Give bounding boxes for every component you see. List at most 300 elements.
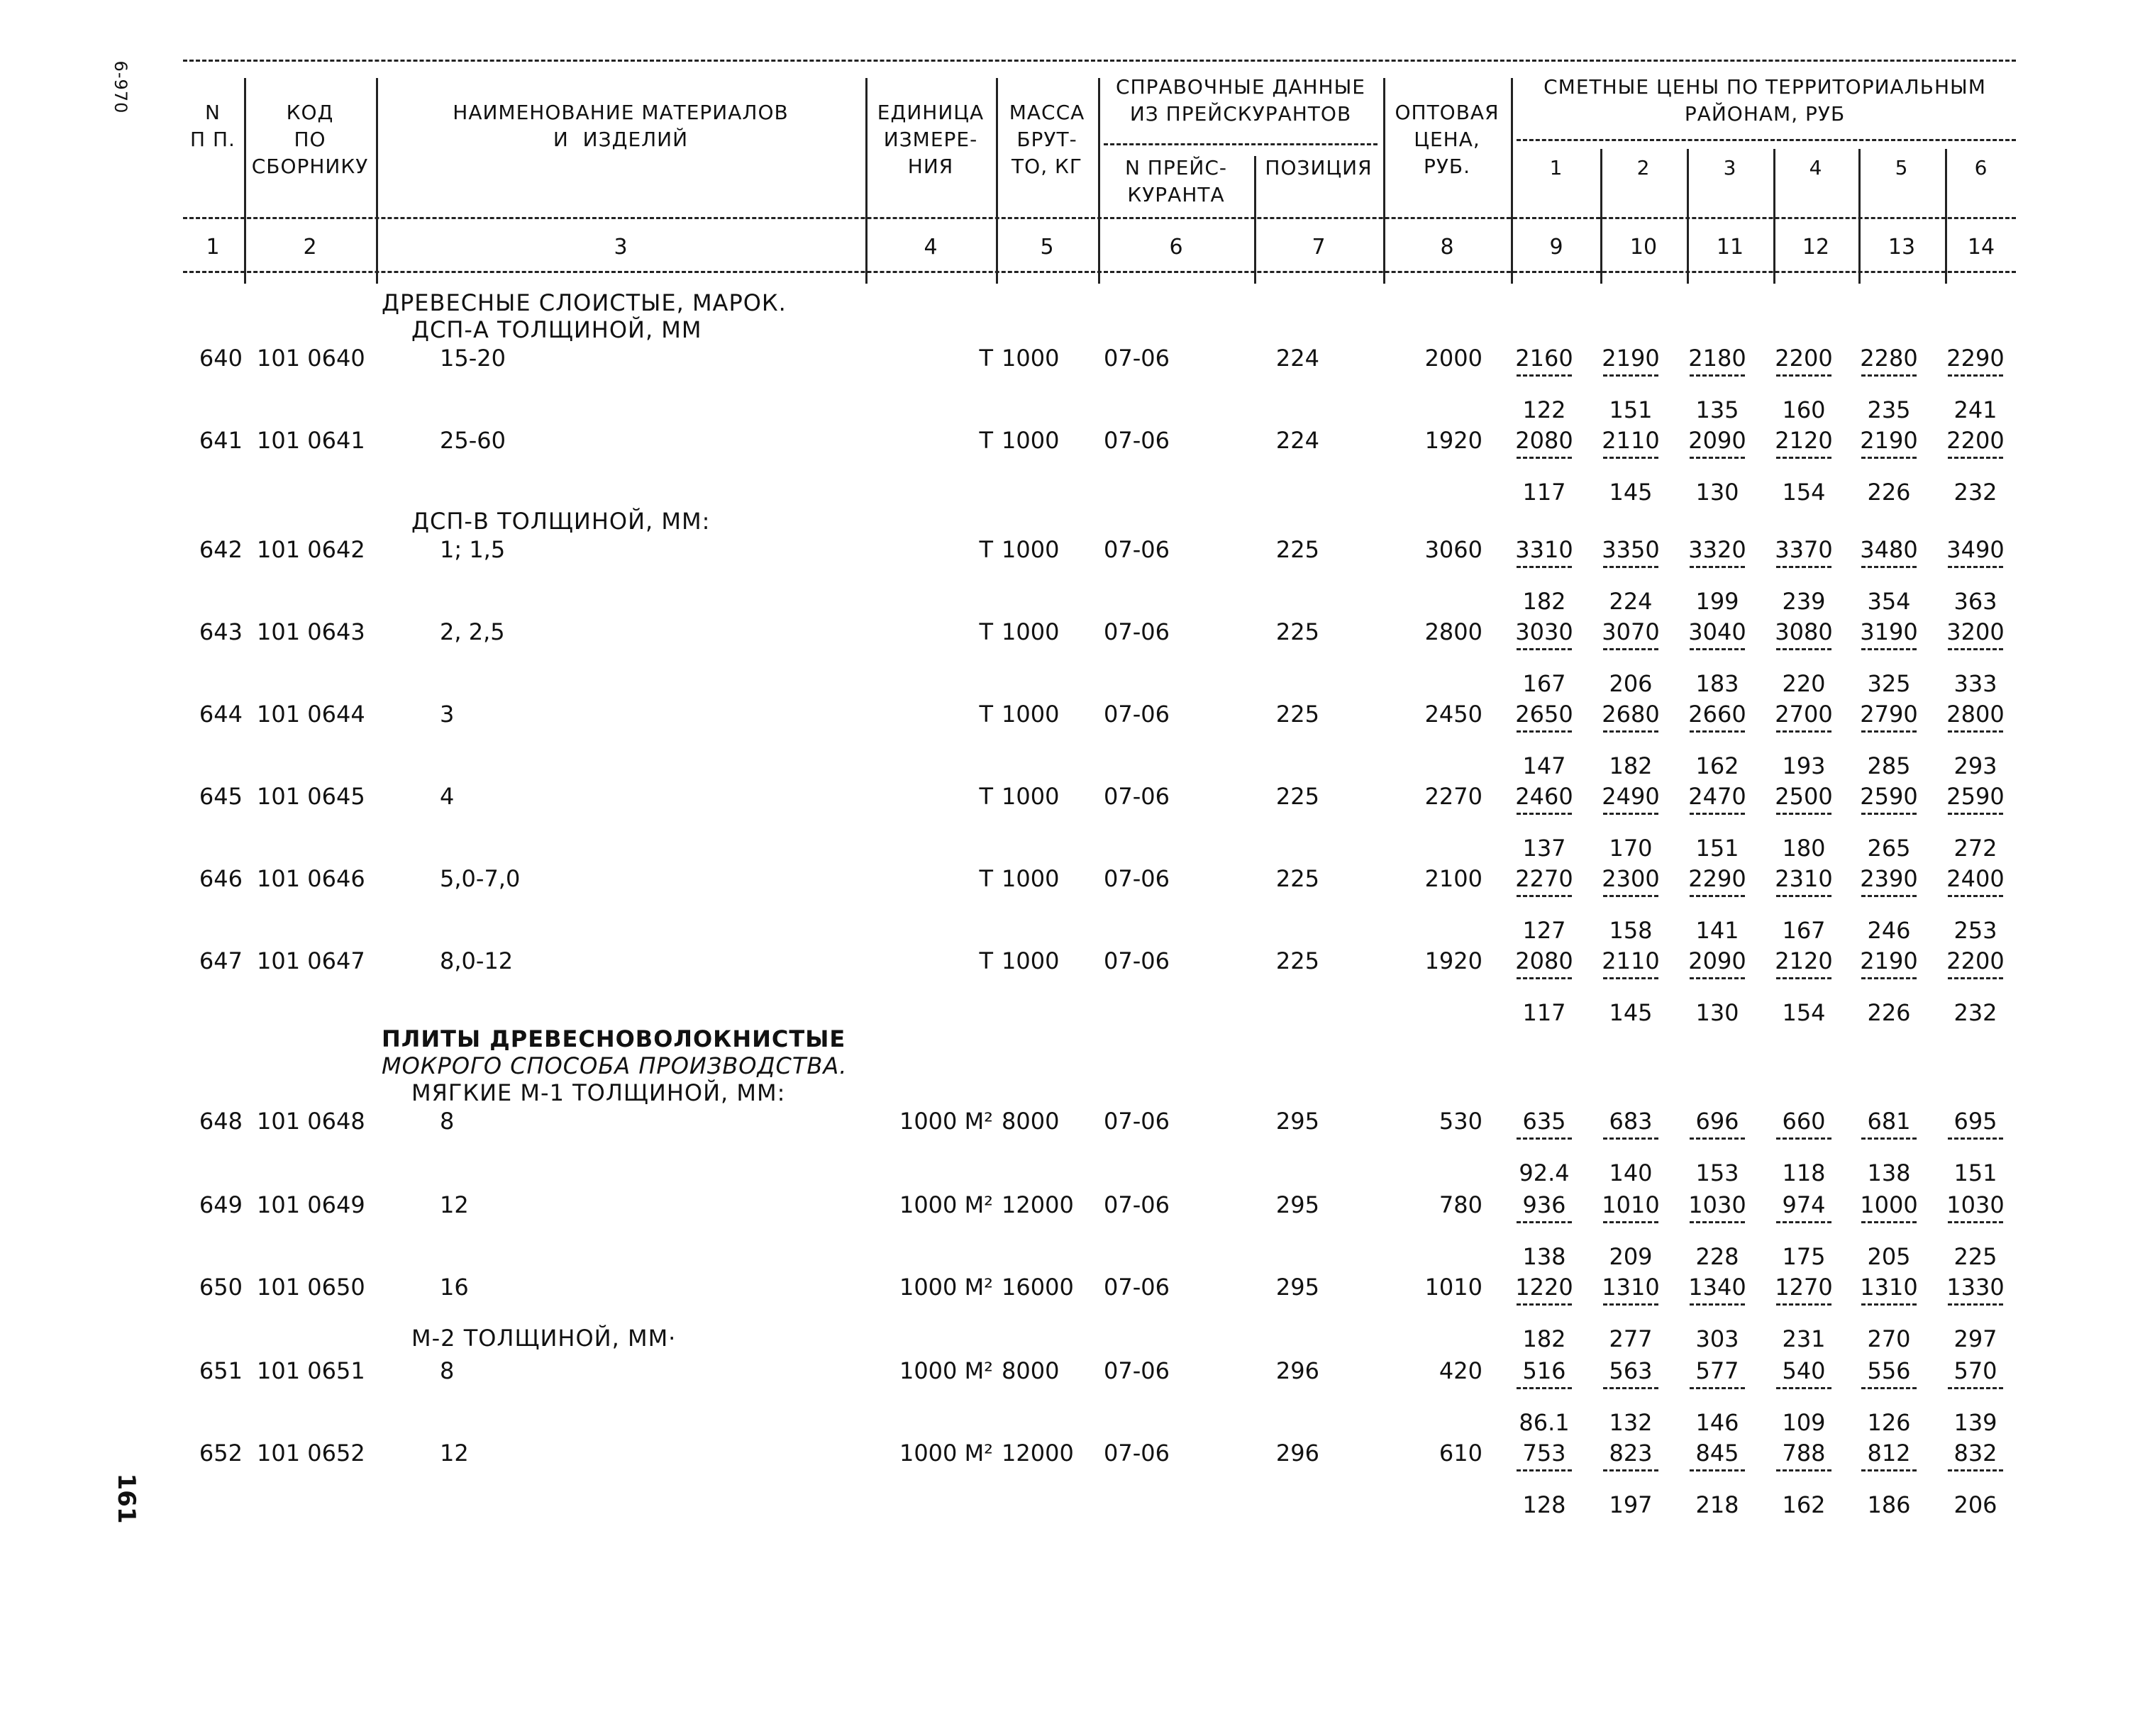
transport-cost: 145 xyxy=(1609,999,1653,1026)
district-price xyxy=(1765,783,1843,862)
district-price xyxy=(1936,701,2014,779)
fraction-bar xyxy=(1776,813,1831,815)
column-number: 12 xyxy=(1802,235,1830,260)
cell-position: 225 xyxy=(1275,618,1319,645)
column-number: 13 xyxy=(1888,235,1916,260)
district-price xyxy=(1850,618,1928,697)
table-row xyxy=(0,1108,2145,1190)
fraction-bar xyxy=(1603,895,1658,897)
cell-code: 101 0649 xyxy=(257,1191,365,1218)
side-code: 6-970 xyxy=(111,60,131,114)
header-reference-data: СПРАВОЧНЫЕ ДАННЫЕ ИЗ ПРЕЙСКУРАНТОВ xyxy=(1116,75,1365,126)
cell-code: 101 0641 xyxy=(257,427,365,454)
cell-n: 652 xyxy=(199,1440,243,1467)
fraction-bar xyxy=(1690,813,1745,815)
district-price xyxy=(1765,701,1843,779)
cell-n: 650 xyxy=(199,1274,243,1301)
section-subheading: МЯГКИЕ М-1 ТОЛЩИНОЙ, ММ: xyxy=(411,1079,786,1106)
transport-cost: 138 xyxy=(1867,1159,1911,1186)
fraction-bar xyxy=(1603,374,1658,377)
transport-cost: 235 xyxy=(1867,396,1911,423)
fraction-bar xyxy=(1776,977,1831,979)
cell-code: 101 0644 xyxy=(257,701,365,728)
estimated-price: 2200 xyxy=(1946,947,2005,974)
fraction-bar xyxy=(1776,1469,1831,1471)
fraction-bar xyxy=(1948,977,2003,979)
estimated-price: 2120 xyxy=(1775,947,1833,974)
district-price xyxy=(1505,1274,1583,1352)
transport-cost: 135 xyxy=(1695,396,1739,423)
transport-cost: 209 xyxy=(1609,1243,1653,1270)
table-row xyxy=(0,536,2145,618)
district-price xyxy=(1592,947,1670,1026)
header-code: КОД ПО СБОРНИКУ xyxy=(251,101,369,178)
district-price xyxy=(1850,536,1928,615)
cell-n: 642 xyxy=(199,536,243,563)
transport-cost: 153 xyxy=(1695,1159,1739,1186)
transport-cost: 231 xyxy=(1782,1325,1826,1352)
estimated-price: 3030 xyxy=(1515,618,1573,645)
cell-unit: 1000 М² xyxy=(899,1108,993,1135)
fraction-bar xyxy=(1948,1469,2003,1471)
estimated-price: 1310 xyxy=(1860,1274,1918,1301)
cell-name: 8,0-12 xyxy=(440,947,514,974)
fraction-bar xyxy=(1861,1469,1917,1471)
transport-cost: 226 xyxy=(1867,999,1911,1026)
estimated-price: 696 xyxy=(1695,1108,1739,1135)
transport-cost: 162 xyxy=(1695,752,1739,779)
estimated-price: 570 xyxy=(1953,1357,1997,1384)
fraction-bar xyxy=(1517,1303,1572,1306)
district-price xyxy=(1765,427,1843,506)
transport-cost: 293 xyxy=(1953,752,1997,779)
fraction-bar xyxy=(1690,895,1745,897)
estimated-price: 845 xyxy=(1695,1440,1739,1467)
cell-n: 643 xyxy=(199,618,243,645)
estimated-price: 2650 xyxy=(1515,701,1573,728)
cell-unit: Т xyxy=(979,536,993,563)
transport-cost: 126 xyxy=(1867,1409,1911,1436)
fraction-bar xyxy=(1776,1303,1831,1306)
fraction-bar xyxy=(1690,1303,1745,1306)
transport-cost: 182 xyxy=(1522,588,1566,615)
estimated-price: 2490 xyxy=(1602,783,1660,810)
district-price xyxy=(1936,618,2014,697)
estimated-price: 2290 xyxy=(1946,345,2005,372)
transport-cost: 363 xyxy=(1953,588,1997,615)
estimated-price: 3200 xyxy=(1946,618,2005,645)
estimated-price: 1000 xyxy=(1860,1191,1918,1218)
cell-code: 101 0643 xyxy=(257,618,365,645)
transport-cost: 117 xyxy=(1522,479,1566,506)
transport-cost: 117 xyxy=(1522,999,1566,1026)
estimated-price: 2200 xyxy=(1946,427,2005,454)
fraction-bar xyxy=(1517,1137,1572,1140)
cell-position: 225 xyxy=(1275,536,1319,563)
district-price xyxy=(1678,345,1756,423)
table-row xyxy=(0,865,2145,947)
estimated-price: 2500 xyxy=(1775,783,1833,810)
transport-cost: 158 xyxy=(1609,917,1653,944)
column-number: 1 xyxy=(206,235,220,260)
header-material-name: НАИМЕНОВАНИЕ МАТЕРИАЛОВ И ИЗДЕЛИЙ xyxy=(453,101,789,151)
header-district: 1 xyxy=(1549,156,1563,179)
cell-position: 296 xyxy=(1275,1440,1319,1467)
district-price xyxy=(1592,1440,1670,1518)
cell-wholesale: 2450 xyxy=(1424,701,1482,728)
district-price xyxy=(1678,783,1756,862)
estimated-price: 660 xyxy=(1782,1108,1826,1135)
transport-cost: 109 xyxy=(1782,1409,1826,1436)
cell-position: 225 xyxy=(1275,947,1319,974)
transport-cost: 285 xyxy=(1867,752,1911,779)
cell-n: 645 xyxy=(199,783,243,810)
column-number: 11 xyxy=(1716,235,1744,260)
fraction-bar xyxy=(1948,1303,2003,1306)
transport-cost: 226 xyxy=(1867,479,1911,506)
cell-position: 296 xyxy=(1275,1357,1319,1384)
district-price xyxy=(1936,865,2014,944)
cell-n: 647 xyxy=(199,947,243,974)
district-price xyxy=(1678,947,1756,1026)
transport-cost: 145 xyxy=(1609,479,1653,506)
estimated-price: 540 xyxy=(1782,1357,1826,1384)
district-price xyxy=(1505,536,1583,615)
fraction-bar xyxy=(1603,566,1658,568)
estimated-price: 2190 xyxy=(1860,947,1918,974)
district-price xyxy=(1592,536,1670,615)
header-position: ПОЗИЦИЯ xyxy=(1265,156,1373,179)
cell-code: 101 0647 xyxy=(257,947,365,974)
table-row xyxy=(0,701,2145,783)
district-price xyxy=(1505,865,1583,944)
cell-position: 225 xyxy=(1275,783,1319,810)
header-mass: МАССА БРУТ- ТО, КГ xyxy=(1009,101,1085,178)
district-price xyxy=(1678,701,1756,779)
fraction-bar xyxy=(1776,895,1831,897)
transport-cost: 354 xyxy=(1867,588,1911,615)
estimated-price: 832 xyxy=(1953,1440,1997,1467)
transport-cost: 270 xyxy=(1867,1325,1911,1352)
fraction-bar xyxy=(1948,895,2003,897)
table-row xyxy=(0,947,2145,1030)
estimated-price: 3080 xyxy=(1775,618,1833,645)
transport-cost: 92.4 xyxy=(1519,1159,1570,1186)
estimated-price: 2390 xyxy=(1860,865,1918,892)
cell-name: 16 xyxy=(440,1274,469,1301)
cell-wholesale: 3060 xyxy=(1424,536,1482,563)
estimated-price: 683 xyxy=(1609,1108,1653,1135)
district-price xyxy=(1678,1440,1756,1518)
district-price xyxy=(1592,345,1670,423)
table-row xyxy=(0,427,2145,509)
fraction-bar xyxy=(1776,457,1831,459)
transport-cost: 206 xyxy=(1953,1491,1997,1518)
district-price xyxy=(1592,1191,1670,1270)
district-price xyxy=(1592,1274,1670,1352)
fraction-bar xyxy=(1776,648,1831,650)
fraction-bar xyxy=(1861,977,1917,979)
transport-cost: 218 xyxy=(1695,1491,1739,1518)
fraction-bar xyxy=(1517,1469,1572,1471)
district-price xyxy=(1678,427,1756,506)
estimated-price: 2190 xyxy=(1860,427,1918,454)
table-row xyxy=(0,618,2145,701)
cell-n: 649 xyxy=(199,1191,243,1218)
cell-unit: Т xyxy=(979,618,993,645)
table-row xyxy=(0,1191,2145,1274)
cell-wholesale: 420 xyxy=(1439,1357,1482,1384)
fraction-bar xyxy=(1948,1137,2003,1140)
fraction-bar xyxy=(1776,730,1831,733)
district-price xyxy=(1505,701,1583,779)
cell-price-list: 07-06 xyxy=(1104,1108,1170,1135)
fraction-bar xyxy=(1861,730,1917,733)
fraction-bar xyxy=(1517,730,1572,733)
district-price xyxy=(1936,783,2014,862)
transport-cost: 130 xyxy=(1695,999,1739,1026)
transport-cost: 140 xyxy=(1609,1159,1653,1186)
fraction-bar xyxy=(1948,730,2003,733)
district-price xyxy=(1765,1440,1843,1518)
estimated-price: 2290 xyxy=(1688,865,1746,892)
cell-unit: 1000 М² xyxy=(899,1440,993,1467)
fraction-bar xyxy=(1517,1387,1572,1389)
header-district: 5 xyxy=(1895,156,1909,179)
fraction-bar xyxy=(1517,457,1572,459)
header-price-list-number: N ПРЕЙС- КУРАНТА xyxy=(1124,156,1228,206)
district-price xyxy=(1765,947,1843,1026)
estimated-price: 974 xyxy=(1782,1191,1826,1218)
district-price xyxy=(1936,1357,2014,1436)
fraction-bar xyxy=(1690,977,1745,979)
fraction-bar xyxy=(1603,648,1658,650)
transport-cost: 182 xyxy=(1609,752,1653,779)
cell-position: 224 xyxy=(1275,427,1319,454)
district-price xyxy=(1936,345,2014,423)
district-price xyxy=(1850,1108,1928,1186)
transport-cost: 132 xyxy=(1609,1409,1653,1436)
cell-price-list: 07-06 xyxy=(1104,701,1170,728)
fraction-bar xyxy=(1861,813,1917,815)
district-price xyxy=(1505,783,1583,862)
transport-cost: 167 xyxy=(1522,670,1566,697)
header-estimated-prices: СМЕТНЫЕ ЦЕНЫ ПО ТЕРРИТОРИАЛЬНЫМ РАЙОНАМ, РУБ xyxy=(1543,75,1986,126)
cell-n: 646 xyxy=(199,865,243,892)
district-price xyxy=(1936,427,2014,506)
header-rule xyxy=(183,217,2016,219)
estimated-price: 2080 xyxy=(1515,947,1573,974)
fraction-bar xyxy=(1517,648,1572,650)
fraction-bar xyxy=(1690,1469,1745,1471)
fraction-bar xyxy=(1517,813,1572,815)
cell-name: 8 xyxy=(440,1357,455,1384)
district-price xyxy=(1592,1108,1670,1186)
cell-mass: 12000 xyxy=(1002,1440,1074,1467)
estimated-price: 2280 xyxy=(1860,345,1918,372)
column-number: 8 xyxy=(1440,235,1454,260)
transport-cost: 241 xyxy=(1953,396,1997,423)
cell-price-list: 07-06 xyxy=(1104,1191,1170,1218)
district-price xyxy=(1936,1108,2014,1186)
transport-cost: 272 xyxy=(1953,835,1997,862)
transport-cost: 193 xyxy=(1782,752,1826,779)
transport-cost: 154 xyxy=(1782,999,1826,1026)
transport-cost: 232 xyxy=(1953,479,1997,506)
transport-cost: 277 xyxy=(1609,1325,1653,1352)
transport-cost: 180 xyxy=(1782,835,1826,862)
page-number: 161 xyxy=(112,1473,140,1524)
district-price xyxy=(1592,427,1670,506)
fraction-bar xyxy=(1603,1387,1658,1389)
district-price xyxy=(1765,618,1843,697)
fraction-bar xyxy=(1517,1221,1572,1223)
estimated-price: 635 xyxy=(1522,1108,1566,1135)
transport-cost: 141 xyxy=(1695,917,1739,944)
fraction-bar xyxy=(1861,457,1917,459)
cell-price-list: 07-06 xyxy=(1104,1274,1170,1301)
cell-mass: 8000 xyxy=(1002,1108,1060,1135)
transport-cost: 297 xyxy=(1953,1325,1997,1352)
cell-mass: 1000 xyxy=(1002,618,1060,645)
table-row xyxy=(0,1274,2145,1356)
transport-cost: 151 xyxy=(1695,835,1739,862)
cell-wholesale: 2270 xyxy=(1424,783,1482,810)
estimated-price: 1310 xyxy=(1602,1274,1660,1301)
estimated-price: 2180 xyxy=(1688,345,1746,372)
fraction-bar xyxy=(1690,457,1745,459)
cell-code: 101 0640 xyxy=(257,345,365,372)
transport-cost: 160 xyxy=(1782,396,1826,423)
district-price xyxy=(1850,865,1928,944)
fraction-bar xyxy=(1517,977,1572,979)
cell-position: 295 xyxy=(1275,1108,1319,1135)
cell-unit: 1000 М² xyxy=(899,1274,993,1301)
section-heading: ДРЕВЕСНЫЕ СЛОИСТЫЕ, МАРОК. xyxy=(382,289,787,316)
fraction-bar xyxy=(1690,730,1745,733)
cell-name: 25-60 xyxy=(440,427,506,454)
cell-n: 648 xyxy=(199,1108,243,1135)
column-number: 5 xyxy=(1040,235,1054,260)
district-price xyxy=(1505,947,1583,1026)
fraction-bar xyxy=(1861,648,1917,650)
cell-price-list: 07-06 xyxy=(1104,865,1170,892)
district-price xyxy=(1505,1440,1583,1518)
estimated-price: 2110 xyxy=(1602,947,1660,974)
table-row xyxy=(0,345,2145,427)
estimated-price: 1030 xyxy=(1946,1191,2005,1218)
fraction-bar xyxy=(1690,374,1745,377)
cell-mass: 1000 xyxy=(1002,536,1060,563)
transport-cost: 127 xyxy=(1522,917,1566,944)
column-number: 4 xyxy=(924,235,938,260)
transport-cost: 333 xyxy=(1953,670,1997,697)
cell-mass: 16000 xyxy=(1002,1274,1074,1301)
district-price xyxy=(1850,1191,1928,1270)
fraction-bar xyxy=(1948,566,2003,568)
estimated-price: 2190 xyxy=(1602,345,1660,372)
district-price xyxy=(1678,1357,1756,1436)
cell-name: 15-20 xyxy=(440,345,506,372)
cell-price-list: 07-06 xyxy=(1104,1440,1170,1467)
fraction-bar xyxy=(1861,1221,1917,1223)
fraction-bar xyxy=(1603,977,1658,979)
cell-wholesale: 530 xyxy=(1439,1108,1482,1135)
header-subrule xyxy=(1104,143,1378,145)
transport-cost: 146 xyxy=(1695,1409,1739,1436)
section-heading: ПЛИТЫ ДРЕВЕСНОВОЛОКНИСТЫЕ xyxy=(382,1025,846,1052)
cell-wholesale: 1010 xyxy=(1424,1274,1482,1301)
fraction-bar xyxy=(1776,374,1831,377)
fraction-bar xyxy=(1603,1303,1658,1306)
transport-cost: 175 xyxy=(1782,1243,1826,1270)
cell-code: 101 0651 xyxy=(257,1357,365,1384)
estimated-price: 812 xyxy=(1867,1440,1911,1467)
estimated-price: 3310 xyxy=(1515,536,1573,563)
section-subheading: МОКРОГО СПОСОБА ПРОИЗВОДСТВА. xyxy=(382,1052,848,1079)
cell-n: 644 xyxy=(199,701,243,728)
fraction-bar xyxy=(1603,730,1658,733)
header-row-number: N П П. xyxy=(190,101,235,151)
transport-cost: 225 xyxy=(1953,1243,1997,1270)
cell-price-list: 07-06 xyxy=(1104,783,1170,810)
cell-name: 2, 2,5 xyxy=(440,618,505,645)
estimated-price: 2590 xyxy=(1860,783,1918,810)
estimated-price: 3040 xyxy=(1688,618,1746,645)
transport-cost: 199 xyxy=(1695,588,1739,615)
estimated-price: 3350 xyxy=(1602,536,1660,563)
fraction-bar xyxy=(1690,648,1745,650)
table-row xyxy=(0,783,2145,865)
cell-n: 641 xyxy=(199,427,243,454)
fraction-bar xyxy=(1948,457,2003,459)
fraction-bar xyxy=(1603,457,1658,459)
transport-cost: 205 xyxy=(1867,1243,1911,1270)
cell-name: 3 xyxy=(440,701,455,728)
fraction-bar xyxy=(1861,566,1917,568)
fraction-bar xyxy=(1603,813,1658,815)
district-price xyxy=(1765,536,1843,615)
fraction-bar xyxy=(1517,566,1572,568)
transport-cost: 228 xyxy=(1695,1243,1739,1270)
column-number: 14 xyxy=(1967,235,1995,260)
estimated-price: 788 xyxy=(1782,1440,1826,1467)
estimated-price: 2470 xyxy=(1688,783,1746,810)
cell-unit: 1000 М² xyxy=(899,1191,993,1218)
cell-name: 1; 1,5 xyxy=(440,536,506,563)
district-price xyxy=(1765,1191,1843,1270)
district-price xyxy=(1765,345,1843,423)
cell-code: 101 0642 xyxy=(257,536,365,563)
header-district: 4 xyxy=(1809,156,1823,179)
district-price xyxy=(1850,1357,1928,1436)
cell-mass: 1000 xyxy=(1002,783,1060,810)
district-price xyxy=(1592,701,1670,779)
estimated-price: 2660 xyxy=(1688,701,1746,728)
transport-cost: 138 xyxy=(1522,1243,1566,1270)
cell-wholesale: 2100 xyxy=(1424,865,1482,892)
estimated-price: 2800 xyxy=(1946,701,2005,728)
cell-name: 4 xyxy=(440,783,455,810)
transport-cost: 130 xyxy=(1695,479,1739,506)
district-price xyxy=(1850,1274,1928,1352)
estimated-price: 556 xyxy=(1867,1357,1911,1384)
estimated-price: 2200 xyxy=(1775,345,1833,372)
district-price xyxy=(1592,618,1670,697)
fraction-bar xyxy=(1861,895,1917,897)
fraction-bar xyxy=(1861,374,1917,377)
column-number: 7 xyxy=(1312,235,1326,260)
